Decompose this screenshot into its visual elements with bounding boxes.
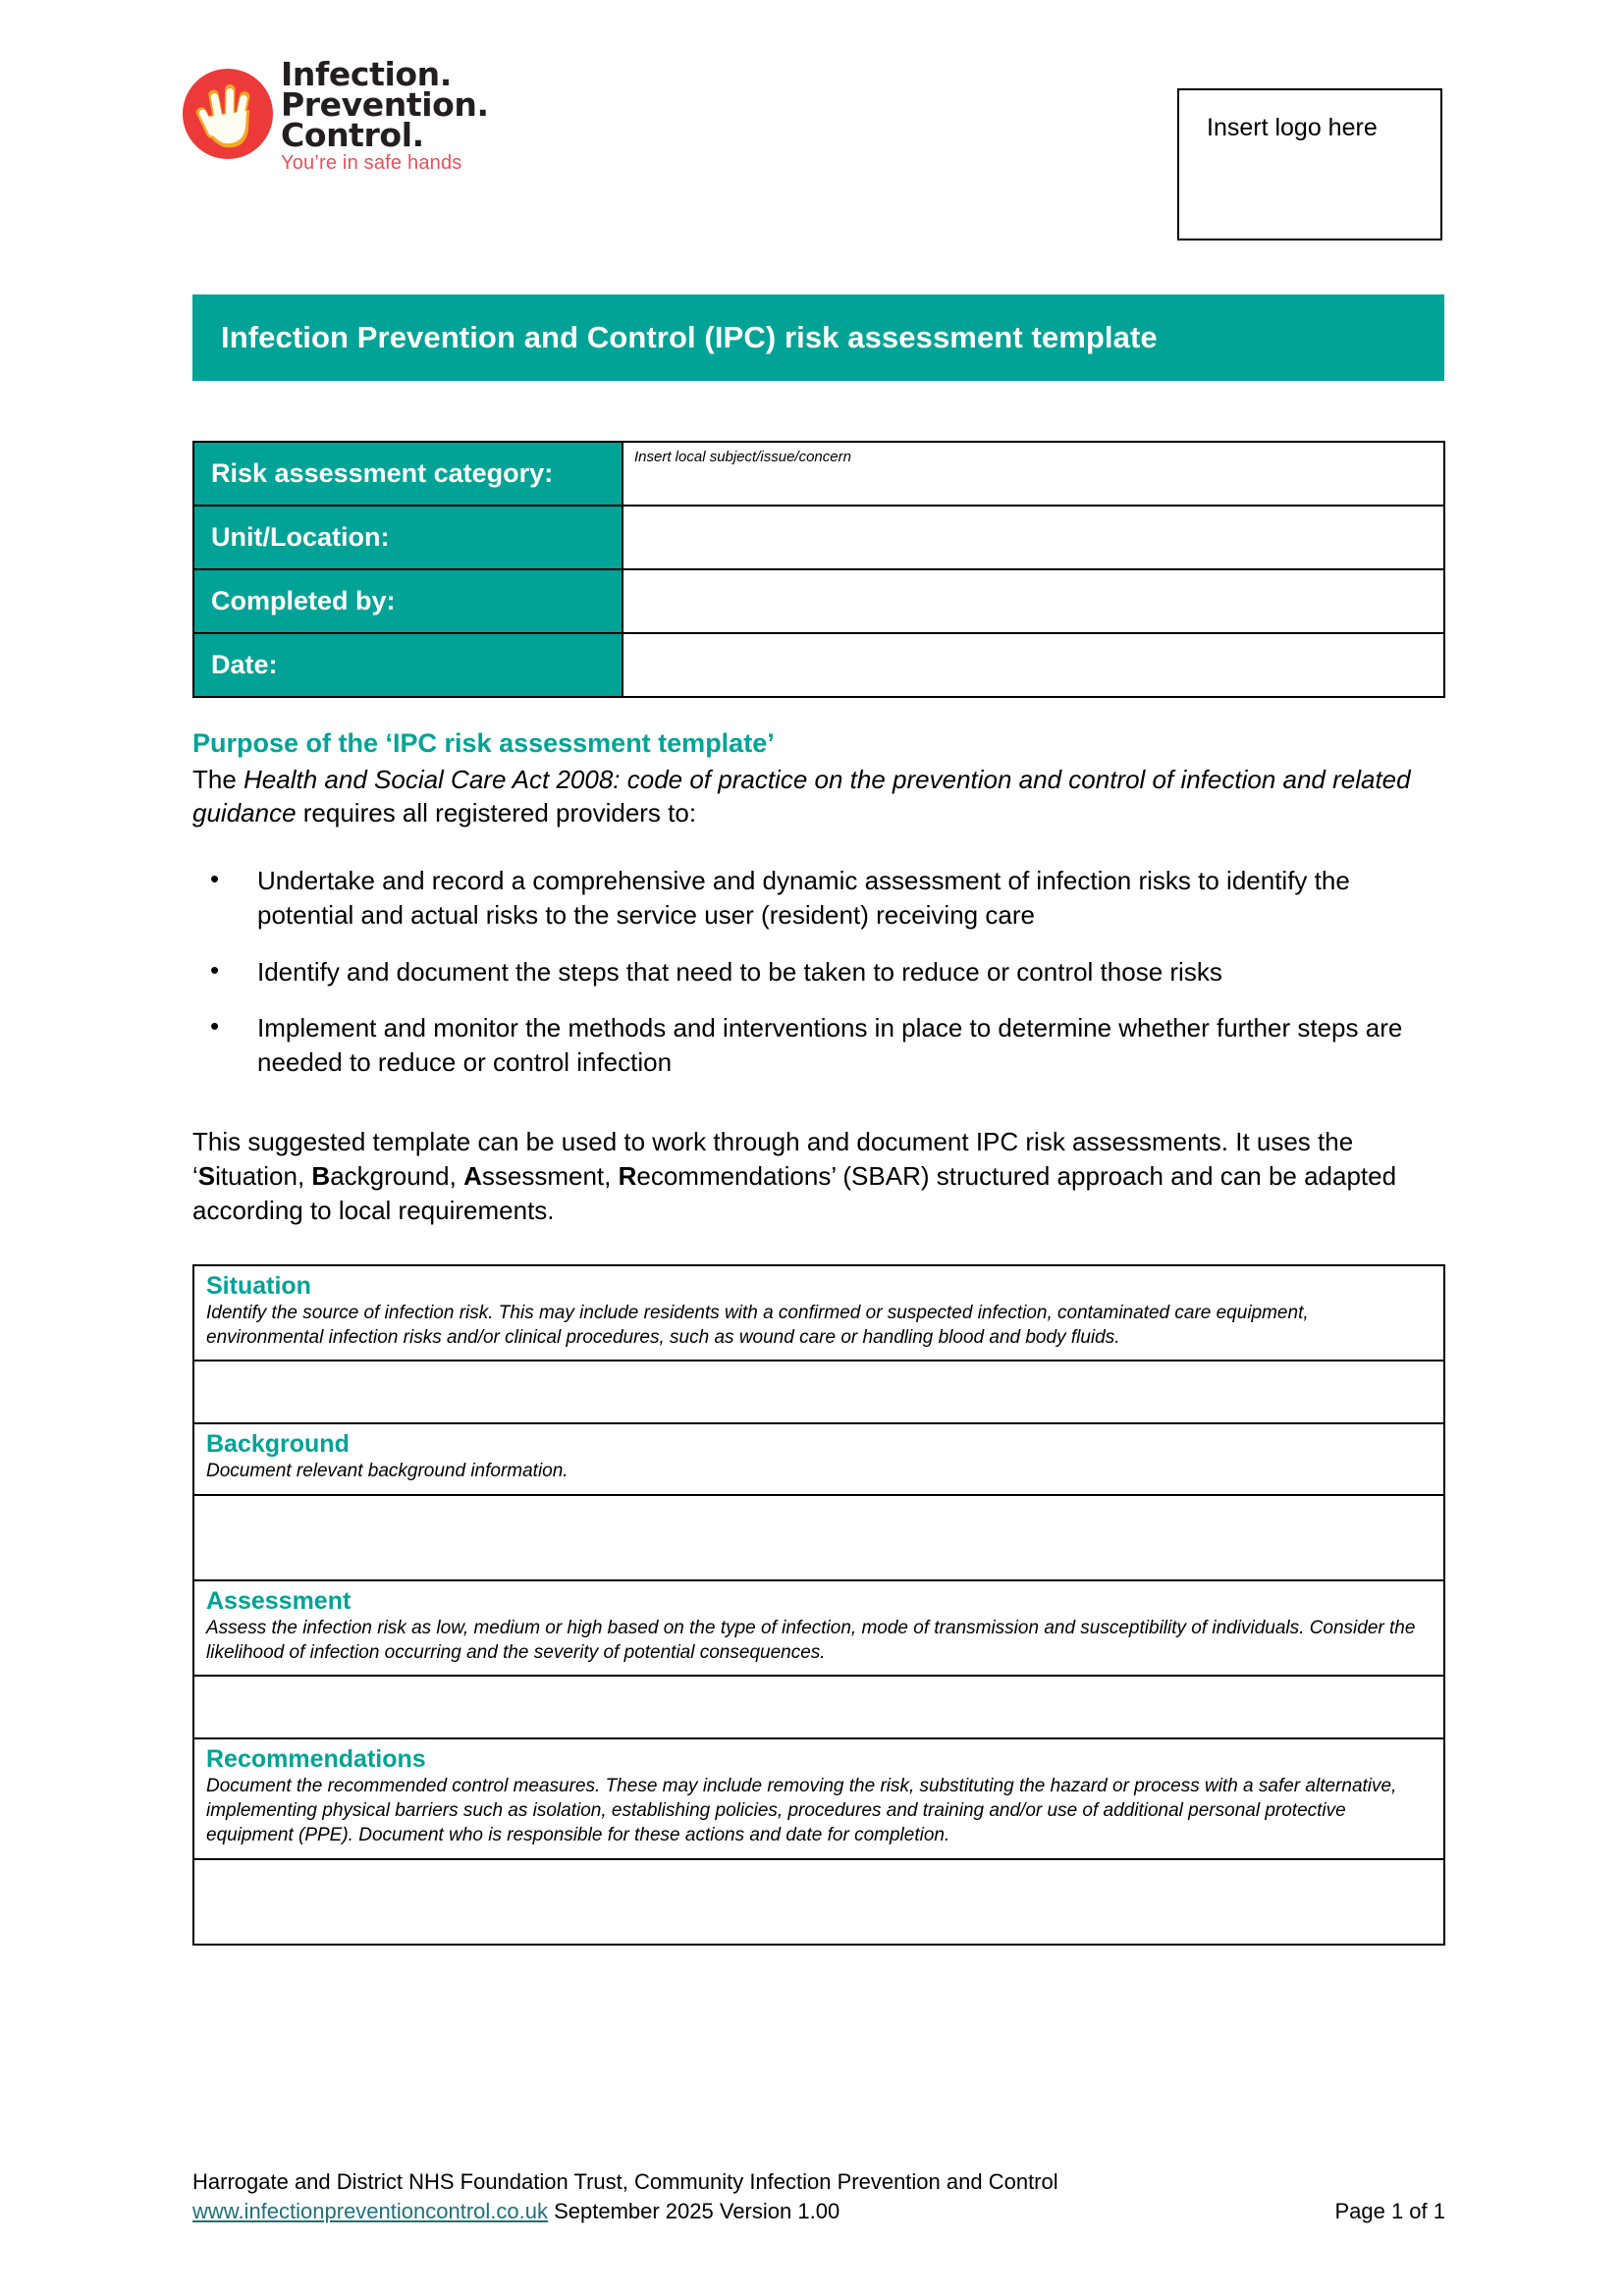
sbar-entry-background[interactable]: [193, 1495, 1444, 1580]
logo-line-3: Control.: [281, 116, 424, 155]
footer-page-number: Page 1 of 1: [1334, 2199, 1445, 2224]
table-row: [193, 569, 1444, 633]
field-input-risk-assessment-category[interactable]: [623, 442, 1444, 506]
page-header: [0, 51, 1624, 228]
field-label-unit-location: [193, 506, 623, 569]
sbar-heading-background: Background: [206, 1430, 350, 1459]
purpose-section: [192, 728, 1449, 830]
sbar-entry-assessment[interactable]: [193, 1676, 1444, 1738]
footer-organisation: Harrogate and District NHS Foundation Trust, Community Infection Prevention and Control: [192, 2169, 1058, 2194]
lead-italic-citation: Health and Social Care Act 2008: code of practice on the prevention and control of infection and related guidance: [192, 765, 1411, 828]
table-row: [193, 1423, 1444, 1495]
field-input-date[interactable]: [623, 633, 1444, 697]
page-footer: [192, 2167, 1445, 2227]
table-row: [193, 506, 1444, 569]
sbar-prompt-background: [193, 1423, 1444, 1495]
table-row: [193, 1738, 1444, 1858]
table-row: [193, 1265, 1444, 1361]
closing-part-1: This suggested template can be used to work through and document IPC risk assessments. It uses the ‘: [192, 1127, 1354, 1192]
table-row: [193, 1580, 1444, 1676]
list-item: • Implement and monitor the methods and interventions in place to determine whether further steps are needed to reduce or control infection: [192, 1011, 1449, 1080]
label-text: Unit/Location:: [211, 522, 390, 552]
logo-tagline: You’re in safe hands: [281, 152, 462, 175]
sbar-prompt-assessment: [193, 1580, 1444, 1676]
sbar-letter-a: A: [463, 1161, 482, 1192]
closing-part-3: ackground,: [330, 1161, 464, 1192]
table-row: [193, 1495, 1444, 1580]
footer-bottom-row: [192, 2197, 1445, 2226]
document-title-banner: [192, 294, 1444, 381]
sbar-heading-recommendations: Recommendations: [206, 1745, 426, 1774]
sbar-prompt-text: Document relevant background information.: [206, 1461, 568, 1482]
table-row: [193, 633, 1444, 697]
lead-prefix: The: [192, 765, 244, 794]
logo-line-2: Prevention.: [281, 85, 489, 125]
footer-website-link[interactable]: www.infectionpreventioncontrol.co.uk: [192, 2199, 548, 2224]
field-label-completed-by: [193, 569, 623, 633]
page-title: Infection Prevention and Control (IPC) risk assessment template: [221, 320, 1158, 354]
label-text: Date:: [211, 650, 278, 679]
sbar-letter-r: R: [618, 1161, 637, 1192]
hand-in-circle-icon: [183, 69, 273, 159]
label-text: Risk assessment category:: [211, 458, 554, 488]
lead-suffix: requires all registered providers to:: [296, 798, 697, 828]
label-text: Completed by:: [211, 586, 396, 615]
logo-wordmark: [281, 55, 489, 175]
sbar-prompt-recommendations: [193, 1738, 1444, 1858]
insert-logo-placeholder-box[interactable]: [1177, 88, 1442, 240]
table-row: [193, 1676, 1444, 1738]
sbar-entry-situation[interactable]: [193, 1361, 1444, 1423]
closing-part-5: ecommendations’ (SBAR) structured approach and can be adapted according to local requirements.: [192, 1161, 1397, 1226]
sbar-table: [192, 1264, 1445, 1946]
field-hint: Insert local subject/issue/concern: [634, 449, 851, 465]
sbar-explanation-paragraph: [192, 1125, 1469, 1228]
logo-line-1: Infection.: [281, 55, 452, 93]
sbar-prompt-text: Identify the source of infection risk. This may include residents with a confirmed or suspected infection, contaminated care equipment, environmental infection risks and/or clinical procedures, such as wound care or handling blood and body fluids.: [206, 1303, 1309, 1348]
footer-source-line: [192, 2197, 839, 2226]
closing-part-4: ssessment,: [481, 1161, 619, 1192]
table-row: [193, 442, 1444, 506]
field-input-completed-by[interactable]: [623, 569, 1444, 633]
list-item: • Undertake and record a comprehensive and dynamic assessment of infection risks to identify the potential and actual risks to the service user (resident) receiving care: [192, 864, 1449, 933]
purpose-lead-paragraph: [192, 763, 1449, 830]
sbar-prompt-text: Assess the infection risk as low, medium or high based on the type of infection, mode of transmission and susceptibility of individuals. Consider the likelihood of infection occurring and the severity of potential consequences.: [206, 1618, 1416, 1663]
footer-version: September 2025 Version 1.00: [547, 2199, 840, 2224]
sbar-prompt-text: Document the recommended control measures. These may include removing the risk, substituting the hazard or process with a safer alternative, implementing physical barriers such as isolation, establishing policies, procedures and training and/or use of additional personal protective equipment (PPE). Document who is responsible for these actions and date for completion.: [206, 1776, 1397, 1845]
table-row: [193, 1859, 1444, 1945]
purpose-bullet-list: [192, 864, 1449, 1102]
sbar-heading-situation: Situation: [206, 1272, 311, 1300]
purpose-heading: Purpose of the ‘IPC risk assessment template’: [192, 728, 775, 758]
insert-logo-placeholder-label: Insert logo here: [1207, 114, 1378, 141]
list-item: • Identify and document the steps that need to be taken to reduce or control those risks: [192, 955, 1449, 989]
closing-part-2: ituation,: [215, 1161, 312, 1192]
ipc-logo: [183, 55, 489, 175]
field-label-date: [193, 633, 623, 697]
field-label-risk-assessment-category: [193, 442, 623, 506]
sbar-prompt-situation: [193, 1265, 1444, 1361]
sbar-letter-s: S: [197, 1161, 216, 1192]
sbar-heading-assessment: Assessment: [206, 1587, 352, 1616]
risk-assessment-meta-table: [192, 441, 1445, 698]
field-input-unit-location[interactable]: [623, 506, 1444, 569]
table-row: [193, 1361, 1444, 1423]
sbar-entry-recommendations[interactable]: [193, 1859, 1444, 1945]
sbar-letter-b: B: [311, 1161, 331, 1192]
